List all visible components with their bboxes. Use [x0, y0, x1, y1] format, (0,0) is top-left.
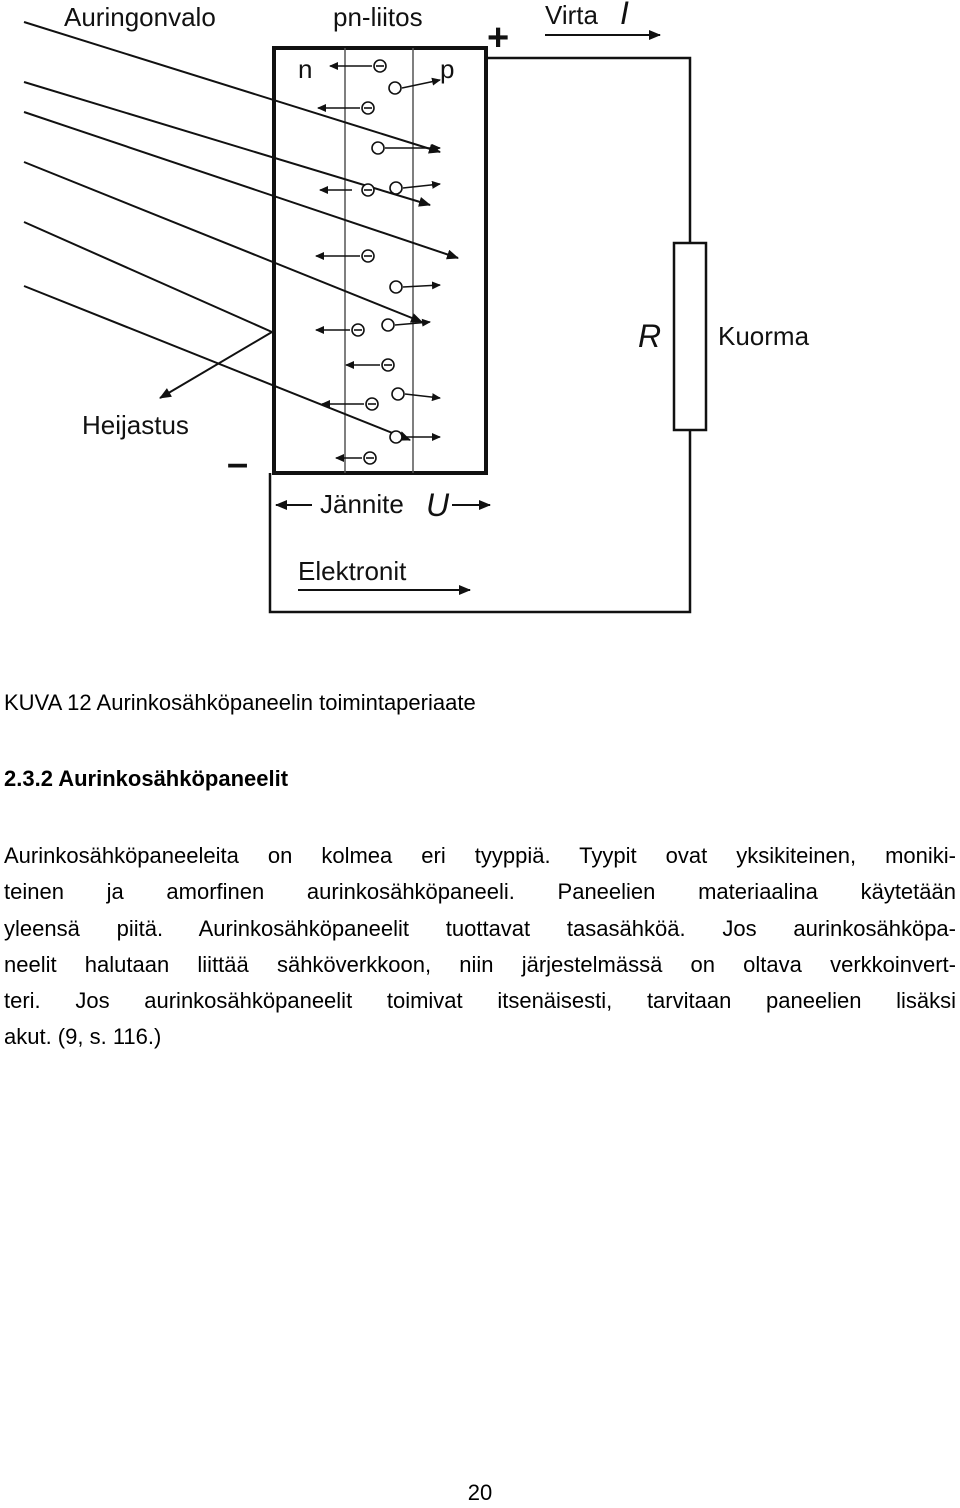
label-pn-junction: pn-liitos: [333, 2, 423, 32]
paragraph-line: teri. Jos aurinkosähköpaneelit toimivat itsenäisesti, tarvitaan paneelien lisäksi: [4, 988, 956, 1014]
hole: [389, 80, 440, 94]
label-p-layer: p: [440, 54, 455, 84]
solar-cell-body: [274, 48, 486, 473]
electron: [330, 60, 386, 72]
hole: [390, 431, 440, 443]
label-resistor-symbol: R: [638, 318, 662, 354]
electron: [316, 324, 364, 336]
label-reflection: Heijastus: [82, 410, 189, 440]
hole: [390, 281, 440, 293]
hole: [390, 182, 440, 194]
paragraph-line: teinen ja amorfinen aurinkosähköpaneeli. Paneelien materiaalina käytetään: [4, 879, 956, 905]
label-minus: –: [227, 443, 249, 485]
label-current: Virta: [545, 0, 598, 30]
hole: [392, 388, 440, 400]
solar-cell-diagram: [0, 0, 960, 660]
electron: [336, 452, 376, 464]
figure-caption: KUVA 12 Aurinkosähköpaneelin toimintaperiaate: [4, 690, 476, 715]
electrons: [316, 60, 394, 464]
page-number: 20: [467, 1480, 493, 1505]
paragraph-line: neelit halutaan liittää sähköverkkoon, niin järjestelmässä on oltava verkkoinvert-: [4, 951, 956, 977]
label-plus: +: [487, 17, 510, 59]
label-current-symbol: I: [620, 0, 629, 31]
label-n-layer: n: [298, 54, 313, 84]
paragraph-line: yleensä piitä. Aurinkosähköpaneelit tuottavat tasasähköä. Jos aurinkosähköpa-: [4, 915, 956, 941]
electron: [346, 359, 394, 371]
reflection-ray: [160, 332, 272, 398]
body-paragraph: [4, 838, 956, 1056]
load-resistor: [674, 243, 706, 430]
external-circuit: [270, 58, 690, 612]
section-heading: 2.3.2 Aurinkosähköpaneelit: [4, 766, 289, 791]
paragraph-line: akut. (9, s. 116.): [4, 1024, 162, 1050]
hole: [372, 142, 440, 154]
electron: [318, 102, 374, 114]
label-voltage: Jännite: [320, 489, 404, 519]
label-load: Kuorma: [718, 321, 810, 351]
hole: [382, 319, 430, 331]
label-voltage-symbol: U: [426, 487, 450, 523]
electron: [320, 184, 374, 196]
label-electrons: Elektronit: [298, 556, 407, 586]
paragraph-line: Aurinkosähköpaneeleita on kolmea eri tyyppiä. Tyypit ovat yksikiteinen, moniki-: [4, 843, 956, 868]
label-sunlight: Auringonvalo: [64, 2, 216, 32]
